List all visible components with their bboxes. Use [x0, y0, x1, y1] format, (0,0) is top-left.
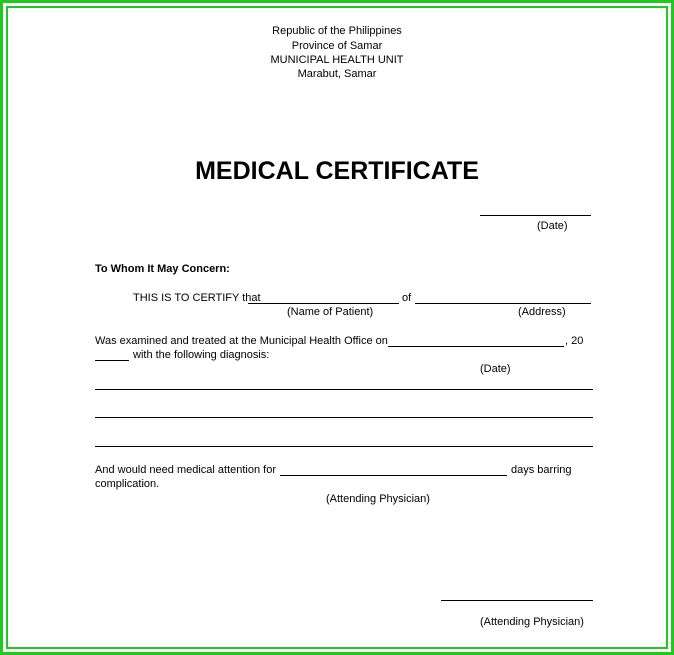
date-blank[interactable] — [480, 215, 591, 216]
diagnosis-line-3[interactable] — [95, 446, 593, 447]
diagnosis-text: with the following diagnosis: — [133, 349, 270, 361]
header-town: Marabut, Samar — [297, 68, 377, 80]
page-border-inner — [6, 6, 668, 649]
attention-physician-label: (Attending Physician) — [326, 493, 430, 505]
document-title: MEDICAL CERTIFICATE — [195, 157, 479, 185]
header-country: Republic of the Philippines — [272, 25, 402, 37]
diagnosis-line-2[interactable] — [95, 417, 593, 418]
signature-label: (Attending Physician) — [480, 616, 584, 628]
attention-suffix: days barring — [511, 464, 572, 476]
attention-line2: complication. — [95, 478, 160, 490]
exam-date-blank[interactable] — [388, 346, 564, 347]
patient-name-blank[interactable] — [248, 303, 399, 304]
salutation: To Whom It May Concern: — [95, 263, 230, 275]
address-label: (Address) — [518, 306, 566, 318]
header-province: Province of Samar — [291, 40, 383, 52]
days-blank[interactable] — [280, 475, 507, 476]
signature-blank[interactable] — [441, 600, 593, 601]
date-label: (Date) — [537, 220, 568, 232]
diagnosis-line-1[interactable] — [95, 389, 593, 390]
examined-text: Was examined and treated at the Municipal Health Office on — [95, 335, 388, 347]
header-office: MUNICIPAL HEALTH UNIT — [270, 54, 404, 66]
patient-name-label: (Name of Patient) — [287, 306, 374, 318]
address-blank[interactable] — [415, 303, 591, 304]
certify-of: of — [402, 292, 412, 304]
year-blank[interactable] — [95, 360, 129, 361]
certify-prefix: THIS IS TO CERTIFY that — [133, 292, 261, 304]
attention-prefix: And would need medical attention for — [95, 464, 277, 476]
year-prefix: , 20 — [565, 335, 584, 347]
exam-date-label: (Date) — [480, 363, 511, 375]
